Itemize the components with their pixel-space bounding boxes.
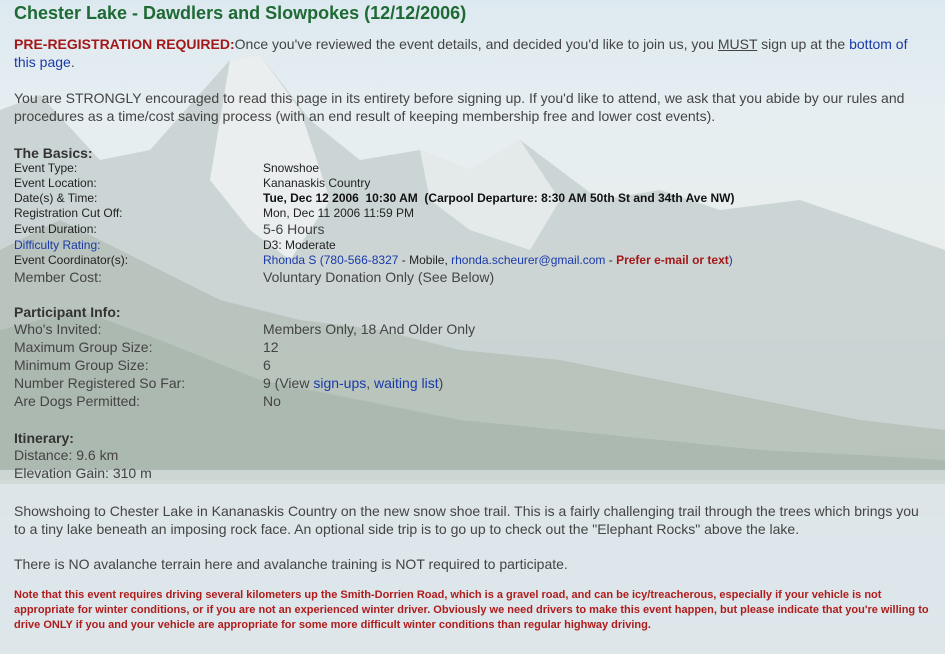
duration-value: 5-6 Hours [263, 221, 325, 237]
coordinator-name-link[interactable]: Rhonda S [263, 253, 317, 267]
min-size-value: 6 [263, 357, 271, 373]
prereg-end: . [70, 54, 75, 70]
invited-value: Members Only, 18 And Older Only [263, 321, 476, 337]
invited-row [14, 320, 931, 338]
coordinator-email-link[interactable]: rhonda.scheurer@gmail.com [451, 253, 606, 267]
duration-row [14, 221, 931, 238]
member-cost-label: Member Cost: [14, 269, 102, 285]
waiting-list-link[interactable]: waiting list [374, 375, 439, 391]
dogs-label: Are Dogs Permitted: [14, 393, 141, 409]
cutoff-row [14, 206, 931, 221]
participant-section [14, 304, 931, 410]
date-time-row [14, 191, 931, 206]
sign-ups-link[interactable]: sign-ups [313, 375, 367, 391]
cutoff-value: Mon, Dec 11 2006 11:59 PM [263, 206, 414, 220]
description-paragraph: Showshoing to Chester Lake in Kananaskis Country on the new snow shoe trail. This is a fairly challenging trail through the trees which brings you to a tiny lake beneath an imposing rock face. An optional side trip is to go up to check out the "Elephant Rocks" above the lake. [14, 503, 919, 537]
dogs-value: No [263, 393, 281, 409]
cutoff-label: Registration Cut Off: [14, 206, 123, 220]
event-type-label: Event Type: [14, 161, 78, 175]
coordinator-value [263, 253, 733, 268]
min-size-row [14, 356, 931, 374]
registered-count: 9 (View [263, 375, 314, 391]
max-size-label: Maximum Group Size: [14, 339, 153, 355]
prereg-paragraph [14, 35, 931, 71]
date-time-value: Tue, Dec 12 2006 10:30 AM (Carpool Departure: 8:30 AM 50th St and 34th Ave NW) [263, 191, 735, 205]
member-cost-row [14, 268, 931, 286]
difficulty-rating-link[interactable]: Difficulty Rating: [14, 238, 101, 252]
dogs-row [14, 392, 931, 410]
itinerary-title: Itinerary: [14, 430, 74, 446]
invited-label: Who's Invited: [14, 321, 102, 337]
prereg-label: PRE-REGISTRATION REQUIRED: [14, 36, 235, 52]
coordinator-close-paren: ) [728, 253, 733, 267]
max-size-value: 12 [263, 339, 279, 355]
must-text: MUST [717, 36, 758, 52]
coordinator-phone: (780-566-8327 [319, 253, 399, 267]
basics-title: The Basics: [14, 145, 93, 161]
coordinator-label: Event Coordinator(s): [14, 253, 129, 267]
member-cost-value: Voluntary Donation Only (See Below) [263, 269, 495, 285]
date-time-label: Date(s) & Time: [14, 191, 98, 205]
registered-comma: , [366, 375, 375, 391]
event-location-value: Kananaskis Country [263, 176, 371, 190]
elevation-text: Elevation Gain: 310 m [14, 465, 152, 481]
participant-title: Participant Info: [14, 304, 121, 320]
max-size-row [14, 338, 931, 356]
prereg-text: Once you've reviewed the event details, and decided you'd like to join us, you [234, 36, 718, 52]
bottom-of-page-link[interactable]: bottom of this page [14, 36, 908, 70]
basics-section [14, 145, 931, 286]
registered-row [14, 374, 931, 392]
coordinator-prefer-text: Prefer e-mail or text [616, 253, 729, 267]
difficulty-row [14, 238, 931, 253]
coordinator-mobile-text: - Mobile, [398, 253, 452, 267]
page-title: Chester Lake - Dawdlers and Slowpokes (12/12/2006) [14, 3, 467, 23]
intro-paragraph: You are STRONGLY encouraged to read this page in its entirety before signing up. If you'd like to attend, we ask that you abide by our rules and procedures as a time/cost saving process (with an end result of keeping membership free and lower cost events). [14, 90, 905, 124]
event-type-row [14, 161, 931, 176]
registered-value [263, 374, 443, 392]
coordinator-dash: - [605, 253, 617, 267]
prereg-text-2: sign up at the [757, 36, 850, 52]
event-type-value: Snowshoe [263, 161, 320, 175]
event-location-label: Event Location: [14, 176, 97, 190]
coordinator-row [14, 253, 931, 268]
difficulty-value: D3: Moderate [263, 238, 336, 252]
itinerary-section [14, 430, 931, 482]
duration-label: Event Duration: [14, 222, 97, 236]
registered-label: Number Registered So Far: [14, 375, 186, 391]
distance-text: Distance: 9.6 km [14, 447, 119, 463]
registered-close-paren: ) [438, 375, 444, 391]
avalanche-paragraph: There is NO avalanche terrain here and avalanche training is NOT required to participate. [14, 556, 568, 572]
min-size-label: Minimum Group Size: [14, 357, 149, 373]
driving-note: Note that this event requires driving several kilometers up the Smith-Dorrien Road, which is a gravel road, and can be icy/treacherous, especially if your vehicle is not appropriate for winter conditions, or if you are not an experienced winter driver. Obviously we need drivers to make this event happen, but please indicate that you're willing to drive ONLY if you and your vehicle are appropriate for some more difficult winter conditions than regular highway driving. [14, 589, 929, 631]
event-location-row [14, 176, 931, 191]
